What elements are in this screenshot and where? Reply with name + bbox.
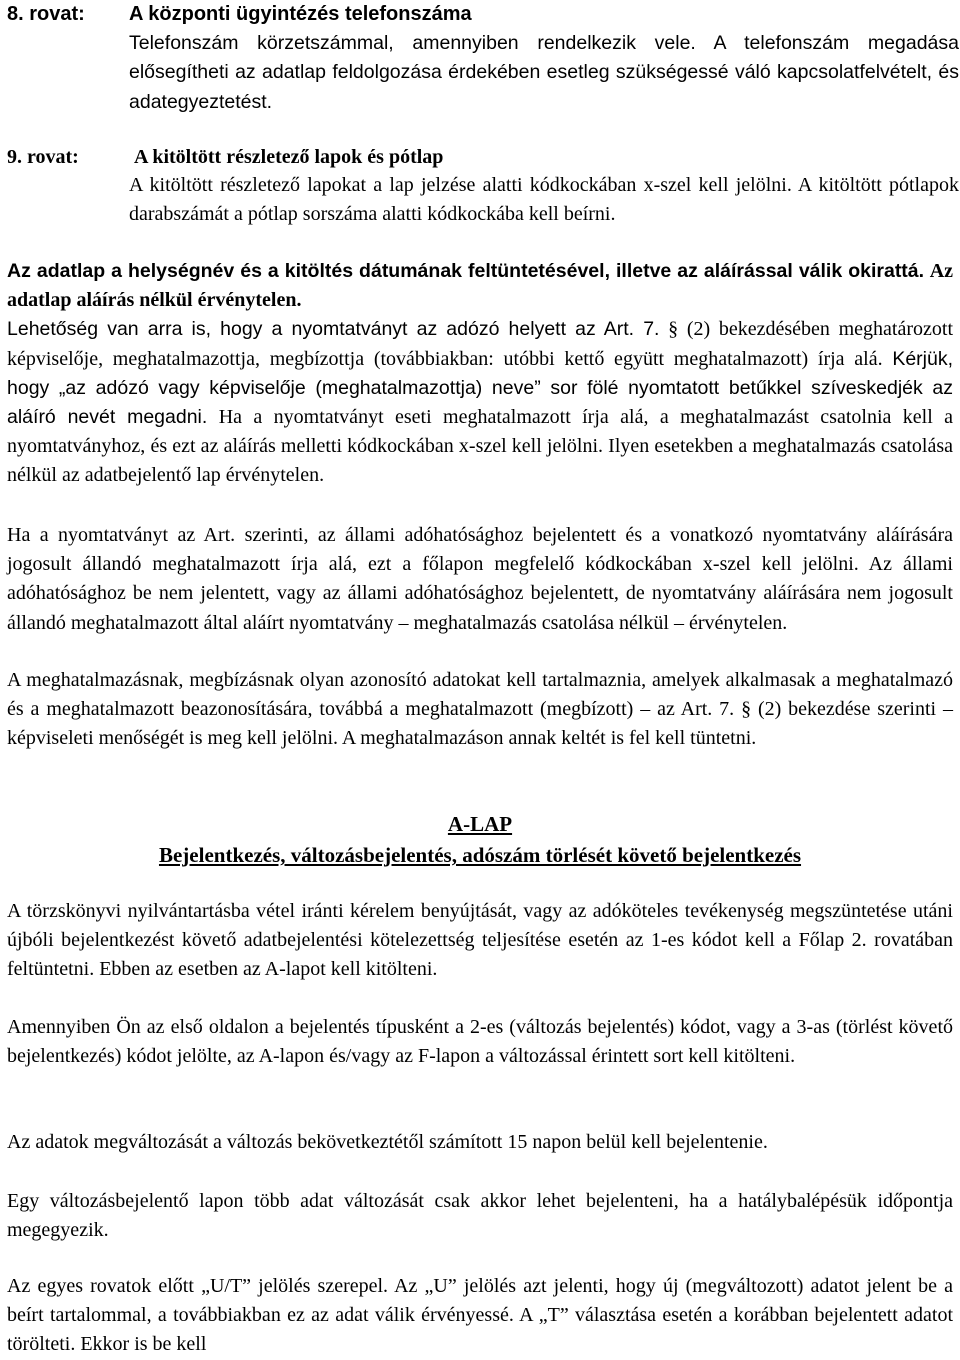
alap-paragraph-1: A törzskönyvi nyilvántartásba vétel iránti kérelem benyújtását, vagy az adóköteles tevékenység megszüntetése utáni újbóli bejelentkezést követő adatbejelentési kötelezettség teljesítése esetén az 1-es kódot kell a Főlap 2. rovatában feltüntetni. Ebben az esetben az A-lapot kell kitölteni. — [7, 900, 953, 981]
rovat-number: 9. rovat: — [7, 146, 79, 168]
rovat-body: Telefonszám körzetszámmal, amennyiben rendelkezik vele. A telefonszám megadása elősegítheti az adatlap feldolgozása érdekében esetleg szükségessé váló kapcsolatfelvételt, és adategyeztetést. — [129, 32, 959, 113]
alap-paragraph-3: Az adatok megváltozását a változás bekövetkeztétől számított 15 napon belül kell bejelentenie. — [7, 1131, 768, 1153]
authorization-paragraph: A meghatalmazásnak, megbízásnak olyan azonosító adatokat kell tartalmaznia, amelyek alkalmasak a meghatalmazó és a meghatalmazott beazonosítására, továbbá a meghatalmazott (megbízott) – az Art. 7. § (2) bekezdése szerinti – képviseleti menőségét is meg kell jelölni. A meghatalmazáson annak keltét is fel kell tüntetni. — [7, 669, 953, 750]
alap-paragraph-2: Amennyiben Ön az első oldalon a bejelentés típusként a 2-es (változás bejelentés) kódot, vagy a 3-as (törlést követő bejelentkezés) kódot jelölte, az A-lapon és/vagy az F-lapon a változással érintett sort kell kitölteni. — [7, 1016, 953, 1068]
signature-request-text: Kérjük, hogy „az adózó vagy képviselője (meghatalmazottja) neve” sor fölé nyomtatott betűkkel szíveskedjék az aláíró nevét megadni. — [7, 347, 954, 429]
permanent-proxy-paragraph: Ha a nyomtatványt az Art. szerinti, az állami adóhatósághoz bejelentett és a vonatkozó nyomtatvány aláírására jogosult állandó meghatalmazott írja alá, ezt a főlapon megfelelő kódkockában x-szel kell jelölni. Az állami adóhatósághoz be nem jelentett, vagy az állami adóhatósághoz bejelentett, de nyomtatvány aláírására nem jogosult állandó meghatalmazott által aláírt nyomtatvány – meghatalmazás csatolása nélkül – érvénytelen. — [7, 524, 953, 634]
section-subheading — [7, 840, 953, 870]
section-heading-text: A-LAP — [447, 812, 513, 836]
signature-bold-text: Az adatlap a helységnév és a kitöltés dátumának feltüntetésével, illetve az aláírással válik okirattá. — [7, 260, 925, 282]
signature-invalid-text: Az adatlap aláírás nélkül érvénytelen. — [7, 260, 954, 312]
rovat-number: 8. rovat: — [7, 3, 85, 25]
section-subheading-text: Bejelentkezés, változásbejelentés, adószám törlését követő bejelentkezés — [158, 843, 802, 867]
rovat-title: A központi ügyintézés telefonszáma — [129, 3, 472, 25]
signature-rest-text: § (2) bekezdésében meghatározott képviselője, meghatalmazottja, megbízottja (továbbiakban: utóbbi kettő együtt meghatalmazott) írja alá. — [7, 318, 954, 370]
signature-paragraph — [7, 257, 953, 491]
rovat-body: A kitöltött részletező lapokat a lap jelzése alatti kódkockában x-szel kell jelölni. A kitöltött pótlapok darabszámát a pótlap sorszáma alatti kódkockába kell beírni. — [129, 174, 959, 225]
alap-paragraph-4: Egy változásbejelentő lapon több adat változását csak akkor lehet bejelenteni, ha a hatálybalépésük időpontja megegyezik. — [7, 1190, 953, 1242]
signature-rest2-text: Ha a nyomtatványt eseti meghatalmazott írja alá, a meghatalmazást csatolnia kell a nyomtatványhoz, és ezt az aláírás melletti kódkockában x-szel kell jelölni. Ilyen esetekben a meghatalmazás csatolása nélkül az adatbejelentő lap érvénytelen. — [7, 406, 954, 487]
alap-paragraph-5: Az egyes rovatok előtt „U/T” jelölés szerepel. Az „U” jelölés azt jelenti, hogy új (megváltozott) adatot jelent be a beírt tartalommal, a továbbiakban ez az adat válik érvényessé. A „T” választása esetén a korábban bejelentett adatot törölteti. Ekkor is be kell — [7, 1275, 953, 1356]
section-heading — [7, 809, 953, 839]
signature-lead-text: Lehetőség van arra is, hogy a nyomtatványt az adózó helyett az Art. 7. — [7, 318, 660, 341]
rovat-title: A kitöltött részletező lapok és pótlap — [134, 146, 444, 168]
